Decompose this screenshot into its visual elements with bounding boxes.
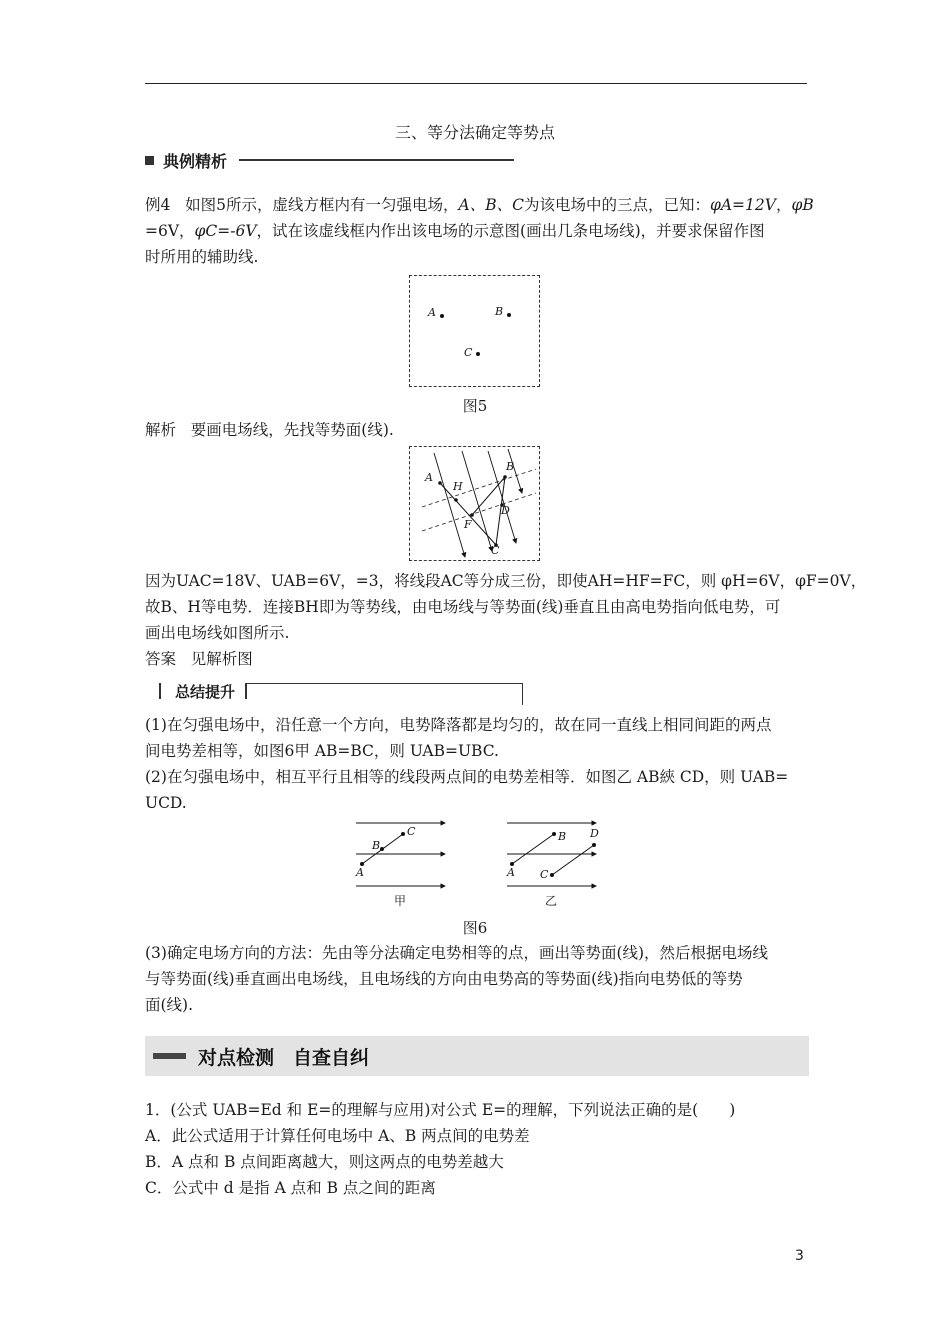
fig6b-segment-ab: [512, 834, 554, 864]
fig6b-point-b: [552, 832, 556, 836]
summary-p1-line1: (1)在匀强电场中，沿任意一个方向，电势降落都是均匀的，故在同一直线上相同间距的两点: [145, 716, 772, 734]
point-a: [438, 481, 442, 485]
phi-a: φA=12V: [710, 196, 776, 214]
analysis-body: [145, 568, 867, 646]
summary-header-label: 总结提升: [175, 683, 236, 701]
label-b: B: [506, 460, 515, 473]
option-c[interactable]: C．公式中 d 是指 A 点和 B 点之间的距离: [145, 1179, 436, 1197]
option-a[interactable]: A．此公式适用于计算任何电场中 A、B 两点间的电势差: [145, 1127, 530, 1145]
fig6b-caption: 乙: [545, 894, 558, 908]
fig6a-point-c: [401, 832, 405, 836]
example-header-label: 典例精析: [163, 151, 228, 171]
label-b: B: [495, 305, 504, 318]
analysis-line-2: 故B、H等电势．连接BH即为等势线，由电场线与等势面(线)垂直且由高电势指向低电势，可: [145, 598, 781, 616]
point-c: [476, 352, 480, 356]
fig6b-point-c: [550, 873, 554, 877]
summary-p3-line2: 与等势面(线)垂直画出电场线，且电场线的方向由电势高的等势面(线)指向电势低的等势: [145, 970, 743, 988]
summary-rule-top: [245, 683, 523, 684]
analysis-figure-svg: [410, 447, 539, 560]
example-text-3: 时所用的辅助线.: [145, 248, 259, 266]
figure-5-caption: 图5: [462, 397, 488, 415]
page-number: 3: [795, 1248, 804, 1264]
fig6b-segment-cd: [552, 845, 594, 875]
example-paragraph: 例4 如图5所示，虚线方框内有一匀强电场，A、B、C为该电场中的三点，已知：φA=12V，φB =6V，φC=-6V，试在该虚线框内作出该电场的示意图(画出几条电场线)，并要求保留作图 时所用的辅助线.: [145, 192, 815, 270]
summary-tick-right: [245, 683, 247, 699]
fig6a-caption: 甲: [394, 894, 407, 908]
analysis-line-3: 画出电场线如图所示.: [145, 624, 290, 642]
header-underline: [239, 159, 514, 161]
summary-p3-line1: (3)确定电场方向的方法：先由等分法确定电势相等的点，画出等势面(线)，然后根据电场线: [145, 944, 769, 962]
example-label: 例4: [145, 196, 171, 214]
summary-header: [145, 683, 525, 707]
label-h: H: [453, 480, 463, 493]
analysis-intro: [145, 417, 394, 443]
summary-p3-line3: 面(线).: [145, 996, 194, 1014]
label-d: D: [501, 504, 510, 517]
example-text-2a: =6V，: [145, 222, 195, 240]
fig6a-label-b: B: [372, 839, 381, 852]
label-c: C: [464, 346, 473, 359]
summary-body: [145, 712, 815, 816]
phi-c: φC=-6V: [194, 222, 257, 240]
example-header: [145, 149, 514, 171]
square-bullet-icon: [145, 156, 154, 165]
equipotential-line-1: [422, 469, 536, 507]
analysis-label: 解析: [145, 421, 177, 439]
example-text-1a: 如图5所示，虚线方框内有一匀强电场，: [185, 196, 459, 214]
figure-6-svg: [350, 815, 610, 910]
check-banner: [145, 1036, 809, 1076]
figure-5-svg: [410, 276, 539, 386]
label-a: A: [428, 306, 436, 319]
check-banner-title: 对点检测 自查自纠: [198, 1046, 370, 1069]
summary-rule-end: [522, 683, 523, 705]
question-stem: 1．(公式 UAB=Ed 和 E=的理解与应用)对公式 E=的理解，下列说法正确的是( ): [145, 1101, 736, 1119]
example-points: A、B、C: [458, 196, 524, 214]
banner-bar-icon: [153, 1053, 186, 1059]
answer-text: 见解析图: [190, 650, 253, 668]
point-b: [503, 475, 507, 479]
example-text-1c: 为该电场中的三点，已知：: [523, 196, 710, 214]
figure-5: [409, 275, 540, 387]
analysis-figure: [409, 446, 540, 561]
figure-6: [350, 815, 610, 910]
summary-p1-line2: 间电势差相等，如图6甲 AB=BC，则 UAB=UBC.: [145, 742, 499, 760]
fig6b-label-a: A: [507, 866, 515, 879]
header-rule: [145, 83, 807, 84]
equipotential-line-2: [422, 493, 536, 531]
summary-p3: [145, 940, 815, 1018]
summary-tick-left: [159, 683, 161, 699]
analysis-text: 要画电场线，先找等势面(线).: [190, 421, 394, 439]
fig6b-label-c: C: [540, 868, 549, 881]
analysis-line-1: 因为UAC=18V、UAB=6V，=3，将线段AC等分成三份，即使AH=HF=FC，则 φH=6V，φF=0V，: [145, 572, 867, 590]
answer: [145, 646, 253, 672]
summary-p2-line1: (2)在匀强电场中，相互平行且相等的线段两点间的电势差相等．如图乙 AB綊 CD，则 UAB=: [145, 768, 789, 786]
example-text-2b: ，试在该虚线框内作出该电场的示意图(画出几条电场线)，并要求保留作图: [256, 222, 765, 240]
section-title: 三、等分法确定等势点: [394, 123, 555, 142]
fig6b-label-b: B: [558, 830, 567, 843]
label-c: C: [491, 544, 500, 557]
phi-b: φB: [791, 196, 814, 214]
fig6b-label-d: D: [590, 827, 599, 840]
summary-p2-line2: UCD.: [145, 794, 187, 812]
point-f: [470, 513, 474, 517]
point-a: [440, 314, 444, 318]
option-b[interactable]: B．A 点和 B 点间距离越大，则这两点的电势差越大: [145, 1153, 504, 1171]
question-1: [145, 1097, 815, 1201]
fig6a-label-a: A: [356, 866, 364, 879]
figure-6-caption: 图6: [462, 919, 488, 937]
fig6a-label-c: C: [407, 825, 416, 838]
segment-ac: [440, 483, 496, 545]
point-h: [454, 498, 458, 502]
fig6a-point-b: [380, 847, 384, 851]
answer-label: 答案: [145, 650, 177, 668]
fig6b-point-d: [592, 843, 596, 847]
label-a: A: [425, 471, 433, 484]
point-b: [507, 313, 511, 317]
label-f: F: [464, 518, 472, 531]
